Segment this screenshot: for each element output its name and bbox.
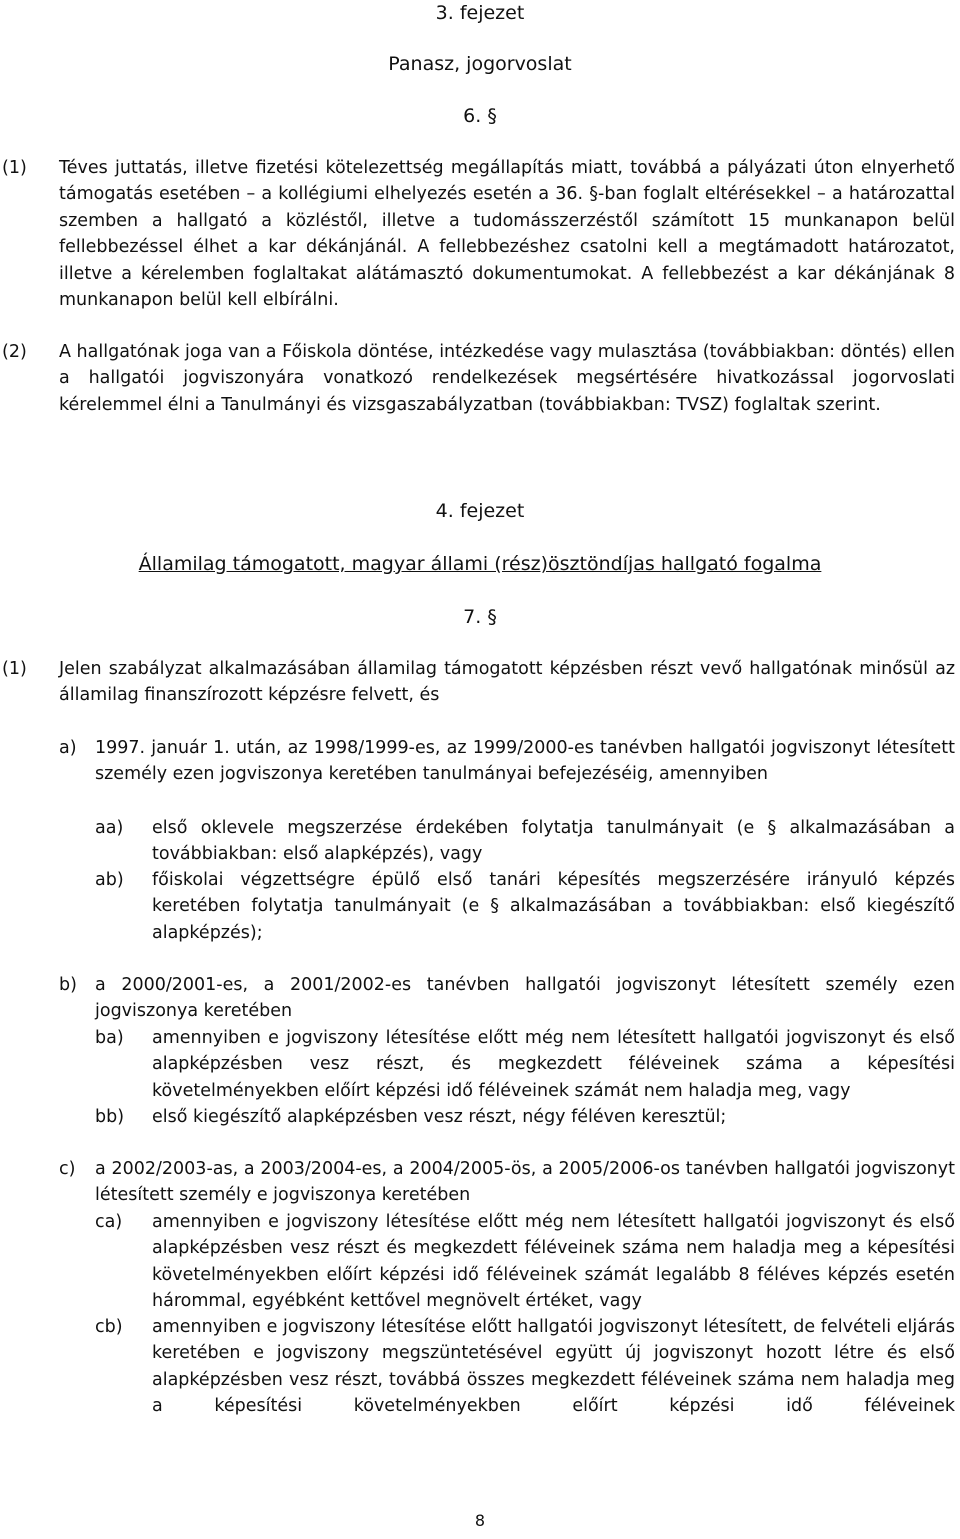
paragraph-6-1: Téves juttatás, illetve fizetési kötelezettség megállapítás miatt, továbbá a pályázati úton elnyerhető támogatás esetében – a kollégiumi elhelyezés esetén a 36. §-ban foglalt eltérésekkel – a határozattal szemben a hallgató a közléstől, illetve a tudomásszerzéstől számított 15 munkanapon belül fellebbezéssel élhet a kar dékánjánál. A fellebbezéshez csatolni kell a megtámadott határozatot, illetve a kérelemben foglaltakat alátámasztó dokumentumokat. A fellebbezést a kar dékánjának 8 munkanapon belül kell elbírálni. (59, 158, 955, 311)
chapter-4-heading: 4. fejezet (435, 500, 525, 522)
list-marker: ba) (95, 1028, 124, 1048)
list-marker: c) (59, 1159, 76, 1179)
chapter-3-heading: 3. fejezet (435, 2, 525, 24)
list-item-aa: első oklevele megszerzése érdekében folytatja tanulmányait (e § alkalmazásában a továbbiakban: első alapképzés), vagy (152, 818, 955, 865)
list-marker: cb) (95, 1317, 123, 1337)
list-marker: a) (59, 738, 77, 758)
list-item-ba: amennyiben e jogviszony létesítése előtt még nem létesített hallgatói jogviszonyt és első alapképzésben vesz részt, és megkezdett féléveinek száma a képesítési követelményekben előírt képzési idő féléveinek számát nem haladja meg, vagy (152, 1028, 955, 1101)
paragraph-6-2: A hallgatónak joga van a Főiskola döntése, intézkedése vagy mulasztása (továbbiakban: döntés) ellen a hallgatói jogviszonyára vonatkozó rendelkezések megsértésére hivatkozással jogorvoslati kérelemmel élni a Tanulmányi és vizsgaszabályzatban (továbbiakban: TVSZ) foglaltak szerint. (59, 342, 955, 415)
section-7-heading: 7. § (463, 606, 497, 628)
list-item-ab: főiskolai végzettségre épülő első tanári képesítés megszerzésére irányuló képzés keretében folytatja tanulmányait (e § alkalmazásában a továbbiakban: első kiegészítő alapképzés); (152, 870, 955, 943)
list-item-cb: amennyiben e jogviszony létesítése előtt hallgatói jogviszonyt létesített, de felvételi eljárás keretében e jogviszony megszüntetésével együtt új jogviszonyt hozott létre és első alapképzésben vesz részt, továbbá összes megkezdett féléveinek száma nem haladja meg a képesítési követelményekben előírt képzési idő féléveinek (152, 1317, 955, 1417)
list-item-c: a 2002/2003-as, a 2003/2004-es, a 2004/2005-ös, a 2005/2006-os tanévben hallgatói jogviszonyt létesített személy e jogviszonya keretében (95, 1159, 955, 1206)
paragraph-7-1: Jelen szabályzat alkalmazásában államilag támogatott képzésben részt vevő hallgatónak minősül az államilag finanszírozott képzésre felvett, és (59, 659, 955, 706)
list-item-bb: első kiegészítő alapképzésben vesz részt, négy féléven keresztül; (152, 1107, 727, 1127)
paragraph-number: (1) (2, 158, 27, 178)
list-item-a: 1997. január 1. után, az 1998/1999-es, az 1999/2000-es tanévben hallgatói jogviszonyt létesített személy ezen jogviszonya keretében tanulmányai befejezéséig, amennyiben (95, 738, 955, 785)
chapter-4-title: Államilag támogatott, magyar állami (rész)ösztöndíjas hallgató fogalma (138, 553, 822, 575)
list-marker: aa) (95, 818, 124, 838)
list-item-b: a 2000/2001-es, a 2001/2002-es tanévben hallgatói jogviszonyt létesített személy ezen jogviszonya keretében (95, 975, 955, 1022)
list-marker: ab) (95, 870, 124, 890)
paragraph-number: (2) (2, 342, 27, 362)
list-item-ca: amennyiben e jogviszony létesítése előtt még nem létesített hallgatói jogviszonyt és első alapképzésben vesz részt és megkezdett féléveinek száma nem haladja meg a képesítési követelményekben előírt képzési idő féléveinek számát legalább 8 féléves képzés esetén hárommal, egyébként kettővel megnövelt értéket, vagy (152, 1212, 955, 1312)
list-marker: ca) (95, 1212, 123, 1232)
list-marker: bb) (95, 1107, 125, 1127)
section-6-heading: 6. § (463, 105, 497, 127)
chapter-3-title: Panasz, jogorvoslat (388, 53, 572, 75)
page-number: 8 (474, 1511, 486, 1530)
paragraph-number: (1) (2, 659, 27, 679)
list-marker: b) (59, 975, 77, 995)
